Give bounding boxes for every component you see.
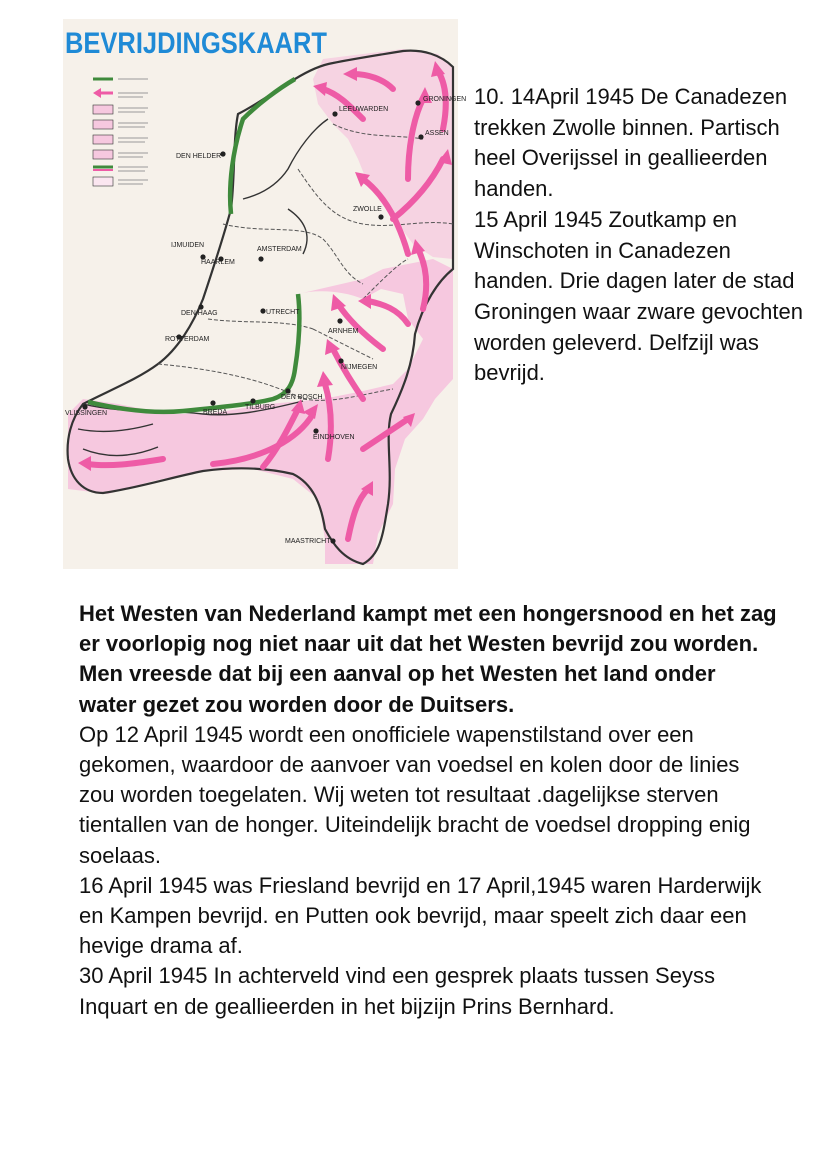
city-label-breda: BREDA <box>203 409 228 416</box>
city-label-haarlem: HAARLEM <box>201 259 235 266</box>
body-paragraph-2: 16 April 1945 was Friesland bevrijd en 17 April,1945 waren Harderwijk en Kampen bevrijd. en Putten ook bevrijd, maar speelt zich daar een hevige drama af. <box>79 872 762 959</box>
city-label-den-helder: DEN HELDER <box>176 153 222 160</box>
city-label-maastricht: MAASTRICHT <box>285 538 331 545</box>
city-label-leeuwarden: LEEUWARDEN <box>339 106 389 113</box>
city-label-groningen: GRONINGEN <box>423 96 467 103</box>
city-label-amsterdam: AMSTERDAM <box>257 246 302 253</box>
city-label-ijmuiden: IJMUIDEN <box>171 242 205 249</box>
city-label-nijmegen: NIJMEGEN <box>341 364 378 371</box>
city-label-assen: ASSEN <box>425 130 449 137</box>
city-label-arnhem: ARNHEM <box>328 328 359 335</box>
lead-paragraph: Het Westen van Nederland kampt met een hongersnood en het zag er voorlopig nog niet naar uit dat het Westen bevrijd zou worden. Men vreesde dat bij een aanval op het Westen het land onder water gezet zou worden door de Duitsers. <box>79 601 777 717</box>
body-paragraph-3: 30 April 1945 In achterveld vind een gesprek plaats tussen Seyss Inquart en de geallieerden in het bijzijn Prins Bernhard. <box>79 963 715 1019</box>
map-title: BEVRIJDINGSKAART <box>65 27 327 60</box>
city-label-tilburg: TILBURG <box>245 404 276 411</box>
city-label-den-bosch: DEN BOSCH <box>281 394 323 401</box>
liberation-map-graphic <box>63 19 467 569</box>
caption-paragraph-2: 15 April 1945 Zoutkamp en Winschoten in Canadezen handen. Drie dagen later de stad Groningen waar zware gevochten worden geleverd. Delfzijl was bevrijd. <box>474 206 803 386</box>
city-label-den-haag: DEN HAAG <box>181 310 218 317</box>
city-label-eindhoven: EINDHOVEN <box>313 434 355 441</box>
body-paragraph-1: Op 12 April 1945 wordt een onofficiele wapenstilstand over een gekomen, waardoor de aanvoer van voedsel en kolen door de linies zou worden toegelaten. Wij weten tot resultaat .dagelijkse sterven tientallen van de honger. Uiteindelijk bracht de voedsel dropping enig soelaas. <box>79 721 751 868</box>
liberation-map <box>63 19 467 569</box>
city-label-utrecht: UTRECHT <box>266 309 300 316</box>
caption-paragraph-1: 10. 14April 1945 De Canadezen trekken Zwolle binnen. Partisch heel Overijssel in geallieerden handen. <box>474 84 788 202</box>
article-body <box>79 599 779 1022</box>
map-caption <box>474 82 814 389</box>
city-label-rotterdam: ROTTERDAM <box>165 336 210 343</box>
city-label-zwolle: ZWOLLE <box>353 206 382 213</box>
city-label-vlissingen: VLISSINGEN <box>65 410 108 417</box>
